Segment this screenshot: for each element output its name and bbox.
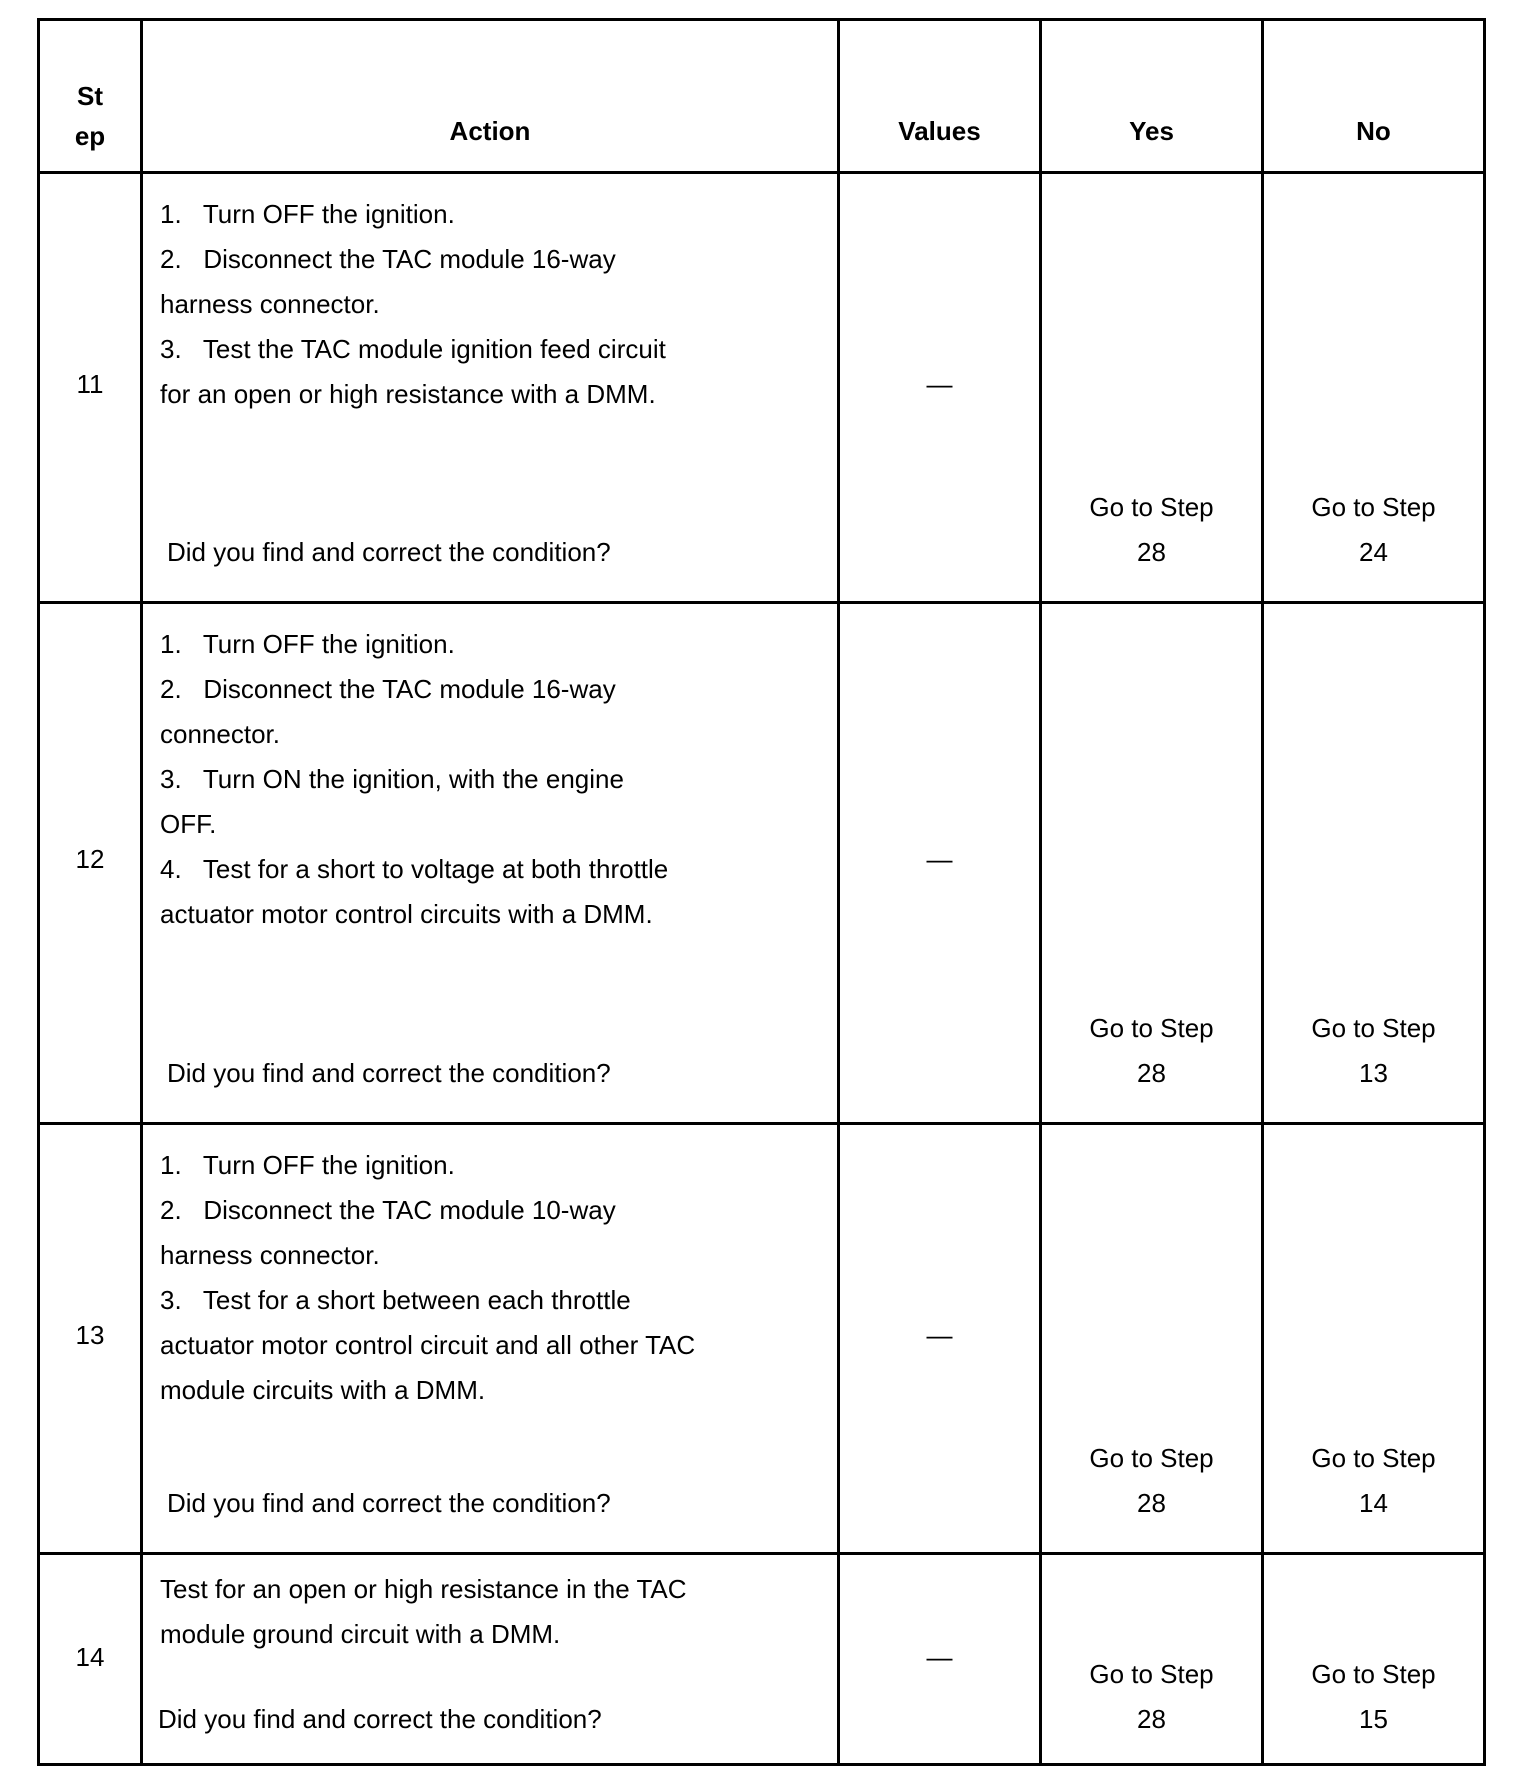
- yes-goto: [1042, 485, 1261, 575]
- action-line: for an open or high resistance with a DMM.: [160, 379, 656, 409]
- table-row: [39, 603, 1485, 1124]
- yes-goto-step: 28: [1137, 1488, 1166, 1518]
- step-number: 11: [76, 369, 104, 399]
- yes-goto: [1042, 1652, 1261, 1742]
- header-no: [1263, 20, 1485, 173]
- values-dash: —: [926, 369, 953, 399]
- header-action-label: Action: [449, 116, 531, 146]
- header-step: [39, 20, 142, 173]
- header-values: [839, 20, 1041, 173]
- action-question: Did you find and correct the condition?: [158, 1704, 602, 1734]
- action-line: actuator motor control circuit and all other TAC: [160, 1330, 696, 1360]
- yes-goto: [1042, 1006, 1261, 1096]
- header-values-label: Values: [898, 116, 981, 146]
- step-number: 13: [75, 1320, 105, 1350]
- header-yes-label: Yes: [1129, 116, 1174, 146]
- no-goto: [1264, 1436, 1483, 1526]
- action-text: [160, 192, 827, 417]
- no-goto-label: Go to Step: [1311, 1013, 1436, 1043]
- no-goto-step: 24: [1359, 537, 1388, 567]
- action-line: OFF.: [160, 809, 217, 839]
- yes-goto: [1042, 1436, 1261, 1526]
- no-goto-step: 14: [1359, 1488, 1388, 1518]
- table-row: [39, 173, 1485, 603]
- no-goto-label: Go to Step: [1311, 492, 1436, 522]
- table-row: [39, 1124, 1485, 1554]
- yes-goto-label: Go to Step: [1089, 1013, 1214, 1043]
- diagnostic-table: [37, 18, 1486, 1766]
- no-goto: [1264, 1006, 1483, 1096]
- header-no-label: No: [1356, 116, 1391, 146]
- action-line: harness connector.: [160, 1240, 380, 1270]
- action-line: 1. Turn OFF the ignition.: [160, 1150, 455, 1180]
- action-text: [160, 1567, 827, 1657]
- no-goto-step: 15: [1359, 1704, 1388, 1734]
- action-question: Did you find and correct the condition?: [167, 1058, 611, 1088]
- values-dash: —: [926, 1320, 953, 1350]
- action-line: 3. Test the TAC module ignition feed circuit: [160, 334, 666, 364]
- yes-goto-label: Go to Step: [1089, 492, 1214, 522]
- action-question: Did you find and correct the condition?: [167, 1488, 611, 1518]
- action-line: Test for an open or high resistance in the TAC: [160, 1574, 687, 1604]
- action-line: 3. Test for a short between each throttle: [160, 1285, 631, 1315]
- no-goto: [1264, 485, 1483, 575]
- step-number: 12: [75, 844, 105, 874]
- step-number: 14: [75, 1642, 105, 1672]
- action-line: module circuits with a DMM.: [160, 1375, 486, 1405]
- action-line: 1. Turn OFF the ignition.: [160, 629, 455, 659]
- yes-goto-label: Go to Step: [1089, 1659, 1214, 1689]
- action-line: 2. Disconnect the TAC module 10-way: [160, 1195, 616, 1225]
- table-row: [39, 1554, 1485, 1765]
- yes-goto-label: Go to Step: [1089, 1443, 1214, 1473]
- action-line: 2. Disconnect the TAC module 16-way: [160, 674, 616, 704]
- yes-goto-step: 28: [1137, 1058, 1166, 1088]
- yes-goto-step: 28: [1137, 537, 1166, 567]
- action-text: [160, 1143, 827, 1413]
- no-goto: [1264, 1652, 1483, 1742]
- action-question: Did you find and correct the condition?: [167, 537, 611, 567]
- header-row: [39, 20, 1485, 173]
- action-line: module ground circuit with a DMM.: [160, 1619, 561, 1649]
- action-line: harness connector.: [160, 289, 380, 319]
- action-text: [160, 622, 827, 937]
- action-line: 3. Turn ON the ignition, with the engine: [160, 764, 624, 794]
- no-goto-step: 13: [1359, 1058, 1388, 1088]
- values-dash: —: [926, 844, 953, 874]
- no-goto-label: Go to Step: [1311, 1443, 1436, 1473]
- header-action: [142, 20, 839, 173]
- action-line: 4. Test for a short to voltage at both throttle: [160, 854, 669, 884]
- action-line: 1. Turn OFF the ignition.: [160, 199, 455, 229]
- action-line: actuator motor control circuits with a DMM.: [160, 899, 653, 929]
- action-line: 2. Disconnect the TAC module 16-way: [160, 244, 616, 274]
- yes-goto-step: 28: [1137, 1704, 1166, 1734]
- header-step-line2: ep: [74, 121, 106, 151]
- action-line: connector.: [160, 719, 280, 749]
- header-yes: [1041, 20, 1263, 173]
- values-dash: —: [926, 1642, 953, 1672]
- no-goto-label: Go to Step: [1311, 1659, 1436, 1689]
- header-step-line1: St: [77, 81, 103, 111]
